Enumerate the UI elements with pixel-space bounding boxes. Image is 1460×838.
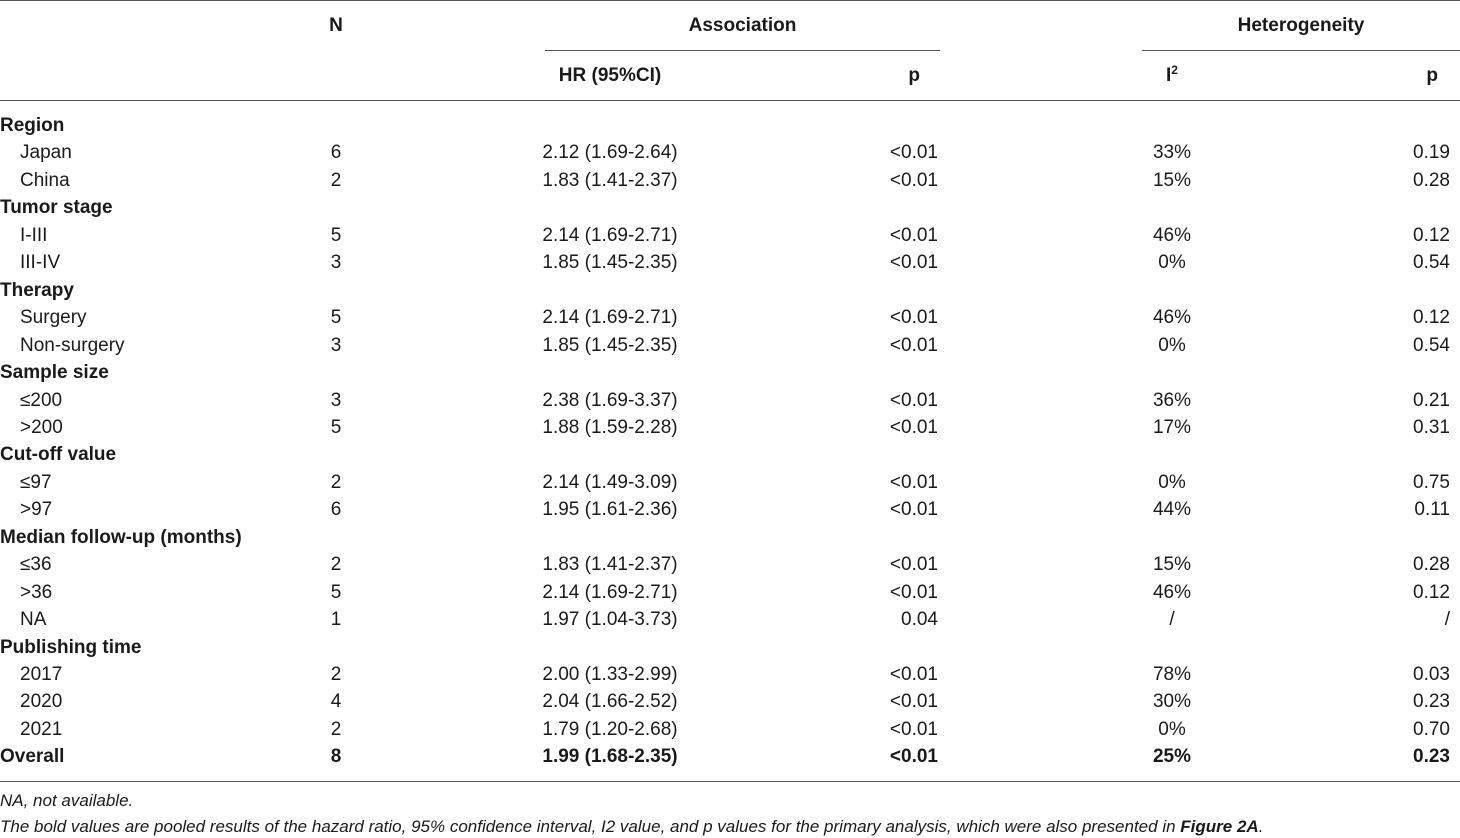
cell-i2: /	[1169, 609, 1175, 630]
row-label: Overall	[0, 746, 65, 767]
cell-hr: 1.85 (1.45-2.35)	[542, 252, 678, 273]
row-label: I-III	[20, 225, 48, 246]
cell-hr: 1.85 (1.45-2.35)	[542, 335, 678, 356]
footnote-bold-text: The bold values are pooled results of the hazard ratio, 95% confidence interval, I2 value, and p values for the primary analysis, which were also presented in	[0, 817, 1181, 836]
cell-p: 0.04	[901, 609, 938, 630]
cell-i2: 46%	[1152, 307, 1192, 328]
cell-n: 4	[330, 691, 342, 712]
cell-p-heterogeneity: 0.03	[1413, 664, 1450, 685]
cell-p: <0.01	[889, 225, 938, 246]
cell-n: 8	[330, 746, 342, 767]
row-label: 2021	[20, 719, 63, 740]
cell-p-heterogeneity: 0.11	[1414, 499, 1450, 520]
cell-n: 1	[330, 609, 342, 630]
cell-n: 3	[330, 252, 342, 273]
header-bottom-rule	[0, 100, 1460, 101]
cell-p-heterogeneity: 0.23	[1413, 691, 1450, 712]
header-p-association: p	[908, 65, 920, 86]
header-i2-superscript: 2	[1171, 63, 1178, 77]
cell-p-heterogeneity: 0.21	[1413, 390, 1450, 411]
cell-i2: 0%	[1158, 335, 1186, 356]
cell-i2: 46%	[1152, 225, 1192, 246]
row-label: Non-surgery	[20, 335, 125, 356]
cell-hr: 2.00 (1.33-2.99)	[542, 664, 678, 685]
row-label: Surgery	[20, 307, 87, 328]
cell-p-heterogeneity: 0.28	[1413, 170, 1450, 191]
row-label: ≤200	[20, 390, 63, 411]
cell-p-heterogeneity: 0.54	[1413, 252, 1450, 273]
group-label: Tumor stage	[0, 197, 113, 218]
cell-hr: 2.38 (1.69-3.37)	[542, 390, 678, 411]
cell-hr: 1.95 (1.61-2.36)	[542, 499, 678, 520]
heterogeneity-underline	[1142, 50, 1460, 51]
row-label: 2020	[20, 691, 63, 712]
row-label: III-IV	[20, 252, 61, 273]
cell-n: 3	[330, 390, 342, 411]
cell-n: 6	[330, 142, 342, 163]
cell-i2: 25%	[1152, 746, 1192, 767]
cell-p-heterogeneity: 0.75	[1413, 472, 1450, 493]
cell-hr: 1.99 (1.68-2.35)	[542, 746, 678, 767]
cell-p: <0.01	[889, 719, 938, 740]
group-label: Region	[0, 115, 65, 136]
cell-hr: 2.14 (1.69-2.71)	[542, 307, 678, 328]
cell-n: 5	[330, 307, 342, 328]
cell-i2: 36%	[1152, 390, 1192, 411]
table-top-rule	[0, 0, 1460, 1]
row-label: >200	[20, 417, 63, 438]
cell-hr: 2.14 (1.49-3.09)	[542, 472, 678, 493]
cell-p-heterogeneity: 0.12	[1413, 582, 1450, 603]
cell-n: 2	[330, 719, 342, 740]
header-n: N	[329, 15, 343, 36]
cell-p: <0.01	[889, 691, 938, 712]
cell-i2: 44%	[1152, 499, 1192, 520]
cell-i2: 30%	[1152, 691, 1192, 712]
cell-p: <0.01	[889, 390, 938, 411]
row-label: NA	[20, 609, 47, 630]
group-label: Sample size	[0, 362, 109, 383]
cell-n: 5	[330, 417, 342, 438]
cell-hr: 1.88 (1.59-2.28)	[542, 417, 678, 438]
cell-p-heterogeneity: 0.31	[1413, 417, 1450, 438]
cell-i2: 78%	[1152, 664, 1192, 685]
row-label: China	[20, 170, 70, 191]
cell-p: <0.01	[889, 142, 938, 163]
header-hr-95ci: HR (95%CI)	[558, 65, 662, 86]
cell-p-heterogeneity: 0.19	[1413, 142, 1450, 163]
cell-i2: 0%	[1158, 719, 1186, 740]
group-label: Cut-off value	[0, 444, 117, 465]
table-bottom-rule	[0, 781, 1460, 782]
cell-hr: 1.83 (1.41-2.37)	[542, 170, 678, 191]
cell-n: 6	[330, 499, 342, 520]
cell-p-heterogeneity: 0.28	[1413, 554, 1450, 575]
figure-reference: Figure 2A	[1180, 817, 1259, 836]
cell-n: 5	[330, 225, 342, 246]
cell-n: 5	[330, 582, 342, 603]
row-label: Japan	[20, 142, 72, 163]
row-label: >36	[20, 582, 53, 603]
cell-i2: 0%	[1158, 472, 1186, 493]
cell-i2: 46%	[1152, 582, 1192, 603]
cell-n: 2	[330, 554, 342, 575]
cell-p: <0.01	[889, 307, 938, 328]
header-heterogeneity: Heterogeneity	[1237, 15, 1365, 36]
group-label: Publishing time	[0, 637, 142, 658]
cell-p: <0.01	[889, 746, 938, 767]
cell-n: 3	[330, 335, 342, 356]
cell-hr: 2.14 (1.69-2.71)	[542, 582, 678, 603]
row-label: ≤97	[20, 472, 52, 493]
row-label: >97	[20, 499, 53, 520]
cell-p: <0.01	[889, 664, 938, 685]
header-i2	[1132, 64, 1212, 88]
cell-n: 2	[330, 472, 342, 493]
cell-p: <0.01	[889, 417, 938, 438]
cell-hr: 1.97 (1.04-3.73)	[542, 609, 678, 630]
cell-p-heterogeneity: 0.12	[1413, 225, 1450, 246]
cell-hr: 2.14 (1.69-2.71)	[542, 225, 678, 246]
header-p-heterogeneity: p	[1426, 65, 1438, 86]
cell-i2: 15%	[1152, 554, 1192, 575]
row-label: 2017	[20, 664, 63, 685]
cell-p-heterogeneity: 0.54	[1413, 335, 1450, 356]
cell-n: 2	[330, 170, 342, 191]
cell-p-heterogeneity: 0.12	[1413, 307, 1450, 328]
cell-p: <0.01	[889, 582, 938, 603]
footnote-abbreviation: NA, not available.	[0, 791, 134, 810]
cell-i2: 15%	[1152, 170, 1192, 191]
cell-p-heterogeneity: 0.23	[1413, 746, 1450, 767]
row-label: ≤36	[20, 554, 52, 575]
cell-p-heterogeneity: /	[1444, 609, 1450, 630]
cell-i2: 33%	[1152, 142, 1192, 163]
cell-hr: 1.83 (1.41-2.37)	[542, 554, 678, 575]
cell-p-heterogeneity: 0.70	[1413, 719, 1450, 740]
cell-hr: 1.79 (1.20-2.68)	[542, 719, 678, 740]
cell-p: <0.01	[889, 554, 938, 575]
cell-p: <0.01	[889, 335, 938, 356]
header-i2-letter: I	[1166, 65, 1172, 86]
cell-p: <0.01	[889, 170, 938, 191]
group-label: Therapy	[0, 280, 74, 301]
cell-p: <0.01	[889, 252, 938, 273]
cell-n: 2	[330, 664, 342, 685]
cell-p: <0.01	[889, 472, 938, 493]
footnote-bold-values	[0, 816, 1263, 838]
association-underline	[545, 50, 940, 51]
footnote-bold-end: .	[1258, 817, 1264, 836]
cell-hr: 2.04 (1.66-2.52)	[542, 691, 678, 712]
group-label: Median follow-up (months)	[0, 527, 242, 548]
header-association: Association	[688, 15, 797, 36]
cell-hr: 2.12 (1.69-2.64)	[542, 142, 678, 163]
cell-i2: 0%	[1158, 252, 1186, 273]
cell-i2: 17%	[1152, 417, 1192, 438]
cell-p: <0.01	[889, 499, 938, 520]
